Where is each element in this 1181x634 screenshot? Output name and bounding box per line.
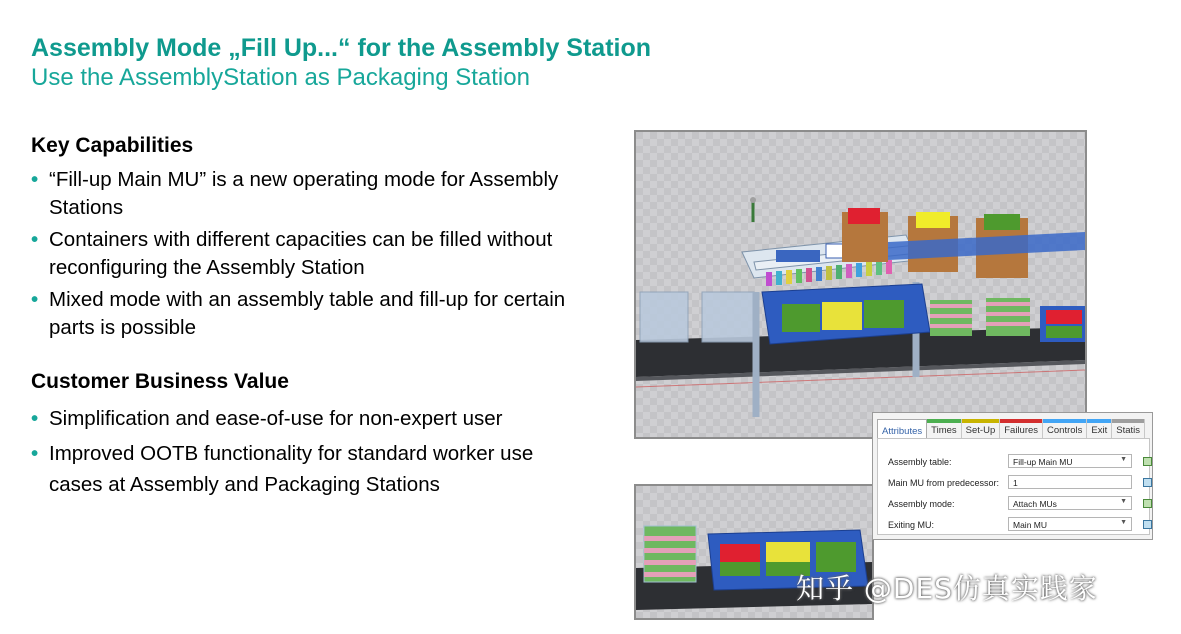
main-mu-input[interactable]: 1 [1008, 475, 1132, 489]
assembly-table-select[interactable]: Fill-up Main MU ▼ [1008, 454, 1132, 468]
tab-exit[interactable]: Exit [1087, 419, 1112, 438]
tab-attributes[interactable]: Attributes [877, 419, 927, 438]
bullet-icon: • [31, 442, 39, 465]
assembly-mode-select[interactable]: Attach MUs ▼ [1008, 496, 1132, 510]
green-list-icon[interactable] [1143, 457, 1152, 466]
assembly-mode-label: Assembly mode: [888, 499, 955, 509]
chevron-down-icon[interactable]: ▼ [1120, 456, 1127, 463]
slide-title: Assembly Mode „Fill Up...“ for the Assembly Station [31, 34, 652, 62]
list-item: • Improved OOTB functionality for standard worker use cases at Assembly and Packaging Stations [29, 438, 579, 500]
list-item: • Containers with different capacities can be filled without reconfiguring the Assembly Station [31, 228, 553, 279]
bullet-icon: • [31, 288, 39, 311]
bullet-icon: • [31, 228, 39, 251]
tab-failures[interactable]: Failures [1000, 419, 1043, 438]
attributes-panel [877, 438, 1150, 535]
blue-value-icon[interactable] [1143, 478, 1152, 487]
tab-set-up[interactable]: Set-Up [962, 419, 1001, 438]
list-item: • “Fill-up Main MU” is a new operating mode for Assembly Stations [31, 168, 559, 219]
tab-times[interactable]: Times [927, 419, 962, 438]
slide-subtitle: Use the AssemblyStation as Packaging Station [31, 64, 530, 91]
list-item: • Simplification and ease-of-use for non-expert user [29, 403, 579, 434]
business-value-list [29, 403, 579, 504]
chevron-down-icon[interactable]: ▼ [1120, 498, 1127, 505]
blue-value-icon[interactable] [1143, 520, 1152, 529]
bullet-icon: • [31, 407, 39, 430]
dialog-tab-bar [877, 419, 1152, 438]
simulation-scene-image [634, 130, 1087, 439]
tab-statistics[interactable]: Statis [1112, 419, 1145, 438]
tab-controls[interactable]: Controls [1043, 419, 1087, 438]
key-capabilities-heading: Key Capabilities [31, 134, 194, 157]
watermark: 知乎 @DES仿真实践家 [796, 572, 1098, 605]
chevron-down-icon[interactable]: ▼ [1120, 519, 1127, 526]
list-item: • Mixed mode with an assembly table and fill-up for certain parts is possible [31, 288, 566, 339]
assembly-mode-row [888, 496, 1143, 513]
exiting-mu-select[interactable]: Main MU ▼ [1008, 517, 1132, 531]
assembly-table-row [888, 454, 1143, 471]
bullet-icon: • [31, 168, 39, 191]
key-capabilities-list [29, 166, 569, 346]
exiting-mu-label: Exiting MU: [888, 520, 935, 530]
assembly-table-label: Assembly table: [888, 457, 952, 467]
attributes-dialog [872, 412, 1153, 540]
business-value-heading: Customer Business Value [31, 370, 289, 393]
exiting-mu-row [888, 517, 1143, 534]
main-mu-label: Main MU from predecessor: [888, 478, 1000, 488]
main-mu-row [888, 475, 1143, 492]
green-list-icon[interactable] [1143, 499, 1152, 508]
